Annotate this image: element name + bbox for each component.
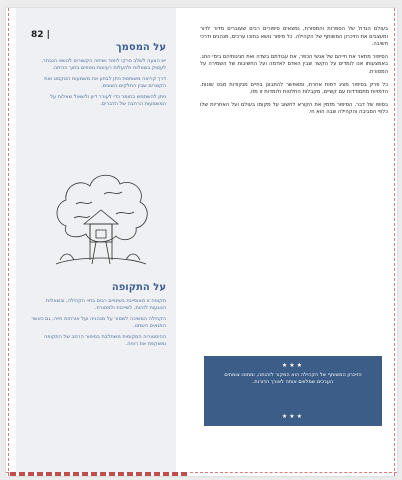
document-page bbox=[6, 8, 397, 476]
stars-bottom: ★★★ bbox=[281, 413, 305, 420]
body-paragraph: בסופו של דבר, הסיפור מזמין את הקורא לחשוב על מקומו בעולם ועל האחריות שלו כלפי הסביבה והקהילה שבה הוא חי. bbox=[200, 101, 388, 116]
sidebar-text-document: יש הצעה לשלב פרקי לימוד ושיחה הקשורים לנושא הנבחר, לעסוק בשאלות ולהעלות רעיונות נוספים בתוך הכיתה. דרך קריאה משותפת ניתן לבחון את משמעות הטקסט ואת הקשרים שבין החלקים השונים. ניתן להשתמש בחומר כדי לעורר דיון ולשאול שאלות על המשמעות הרחבה של הדברים. bbox=[41, 58, 166, 107]
pull-quote-text: הזיכרון המשותף של הקהילה הוא המקור לזהותה, ומתוכו צומחים הערכים שמלווים אותה לאורך הדורות. bbox=[224, 372, 362, 385]
main-body-text bbox=[200, 26, 388, 122]
body-paragraph: בעולם הגדול של הספרות והמסורת, נמצאים סיפורים רבים שעוברים מדור לדור ומעצבים את הזיכרון המשותף של הקהילה. כל סיפור נושא בתוכו ערכים, מנהגים ודרכי חשיבה. bbox=[200, 26, 388, 48]
sidebar-text-period: תקופה זו מאופיינת בשינויים רבים בחיי הקהילה, ובשאלות הנוגעות לזהות, לשייכות ולמסורת. הקהילה המשיכה לשמור על מנהגיה ועל אורחות חייה, גם כאשר התנאים השתנו. ההיסטוריה המקומית משתלבת בסיפור הרחב של התקופה ומשקפת את רוחה. bbox=[31, 298, 166, 347]
crop-mark-right bbox=[394, 8, 395, 476]
pull-quote-box bbox=[204, 356, 382, 426]
sidebar-panel bbox=[16, 8, 176, 476]
tree-hut-illustration bbox=[46, 164, 156, 274]
sidebar-title-period: על התקופה bbox=[111, 282, 166, 293]
stars-top: ★★★ bbox=[281, 362, 305, 369]
body-paragraph: הסיפור מתאר את חייהם של אנשי הכפר, את עבודתם בשדה ואת חגיגותיהם בימי החג. באמצעותו אנו לומדים על הקשר שבין האדם לאדמה ועל החשיבות של השמירה על המסורת. bbox=[200, 53, 388, 75]
sidebar-title-document: על המסמך bbox=[115, 42, 166, 53]
page-number: 82 | bbox=[31, 30, 50, 40]
crop-mark-left bbox=[8, 8, 9, 476]
body-paragraph: כל פרק בסיפור מציג דמות אחרת, ומאפשר להתבונן בחיים מנקודות מבט שונות. הדמויות מתמודדות עם קשיים, מקבלות החלטות ולומדות זו מזו. bbox=[200, 81, 388, 96]
footer-strip bbox=[10, 472, 190, 476]
